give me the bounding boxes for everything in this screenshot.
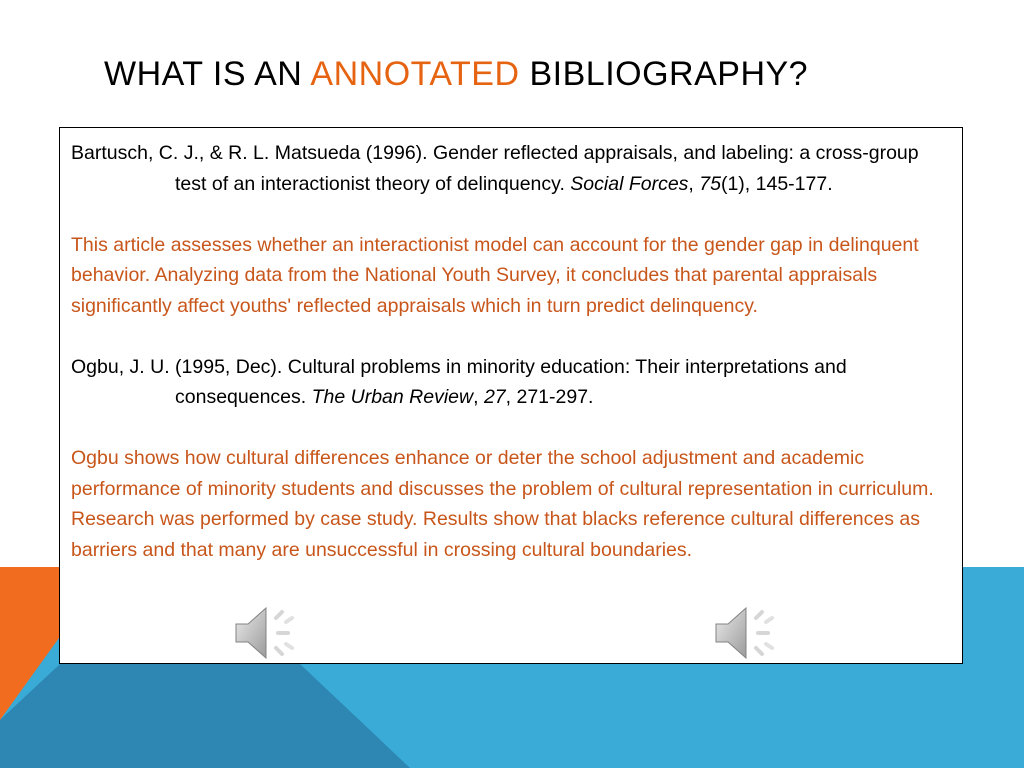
annotation-text: Ogbu shows how cultural differences enhance or deter the school adjustment and academic performance of minority students and discusses the problem of cultural representation in curriculum. Research was performed by case study. Results show that blacks reference cultural differences as barriers and that many are unsuccessful in crossing cultural boundaries.	[71, 447, 934, 561]
citation-separator: ,	[688, 172, 700, 195]
citation-journal: The Urban Review	[311, 386, 474, 408]
spacer	[71, 413, 952, 444]
citation-volume: 75	[699, 172, 721, 195]
citation-volume: 27	[483, 386, 506, 408]
citation-text: Bartusch, C. J., & R. L. Matsueda (1996). Gender reflected appraisals, and labeling: a cross-group test of an interactionist theory of delinquency.	[71, 142, 919, 195]
spacer	[71, 321, 952, 352]
citation-text: Ogbu, J. U. (1995, Dec). Cultural problems in minority education: Their interpretations and consequences.	[71, 355, 847, 408]
citation-entry	[71, 352, 952, 413]
citation-pages: , 271-297.	[505, 386, 594, 408]
citation-journal: Social Forces	[570, 172, 689, 195]
slide-title	[104, 55, 808, 94]
citation-separator: ,	[473, 386, 484, 408]
title-suffix: BIBLIOGRAPHY?	[519, 55, 809, 93]
citation-entry	[71, 138, 952, 199]
title-accent-word: ANNOTATED	[310, 55, 520, 93]
speaker-icon-graphic	[712, 602, 782, 664]
speaker-icon-graphic	[232, 602, 302, 664]
bibliography-box	[59, 127, 963, 664]
title-prefix: WHAT IS AN	[104, 55, 311, 93]
speaker-icon[interactable]	[232, 602, 302, 664]
spacer	[71, 199, 952, 230]
citation-pages: (1), 145-177.	[720, 172, 833, 195]
speaker-icon[interactable]	[712, 602, 782, 664]
annotation-text: This article assesses whether an interactionist model can account for the gender gap in delinquent behavior. Analyzing data from the National Youth Survey, it concludes that parental appraisals significantly affect youths' reflected appraisals which in turn predict delinquency.	[71, 233, 919, 317]
